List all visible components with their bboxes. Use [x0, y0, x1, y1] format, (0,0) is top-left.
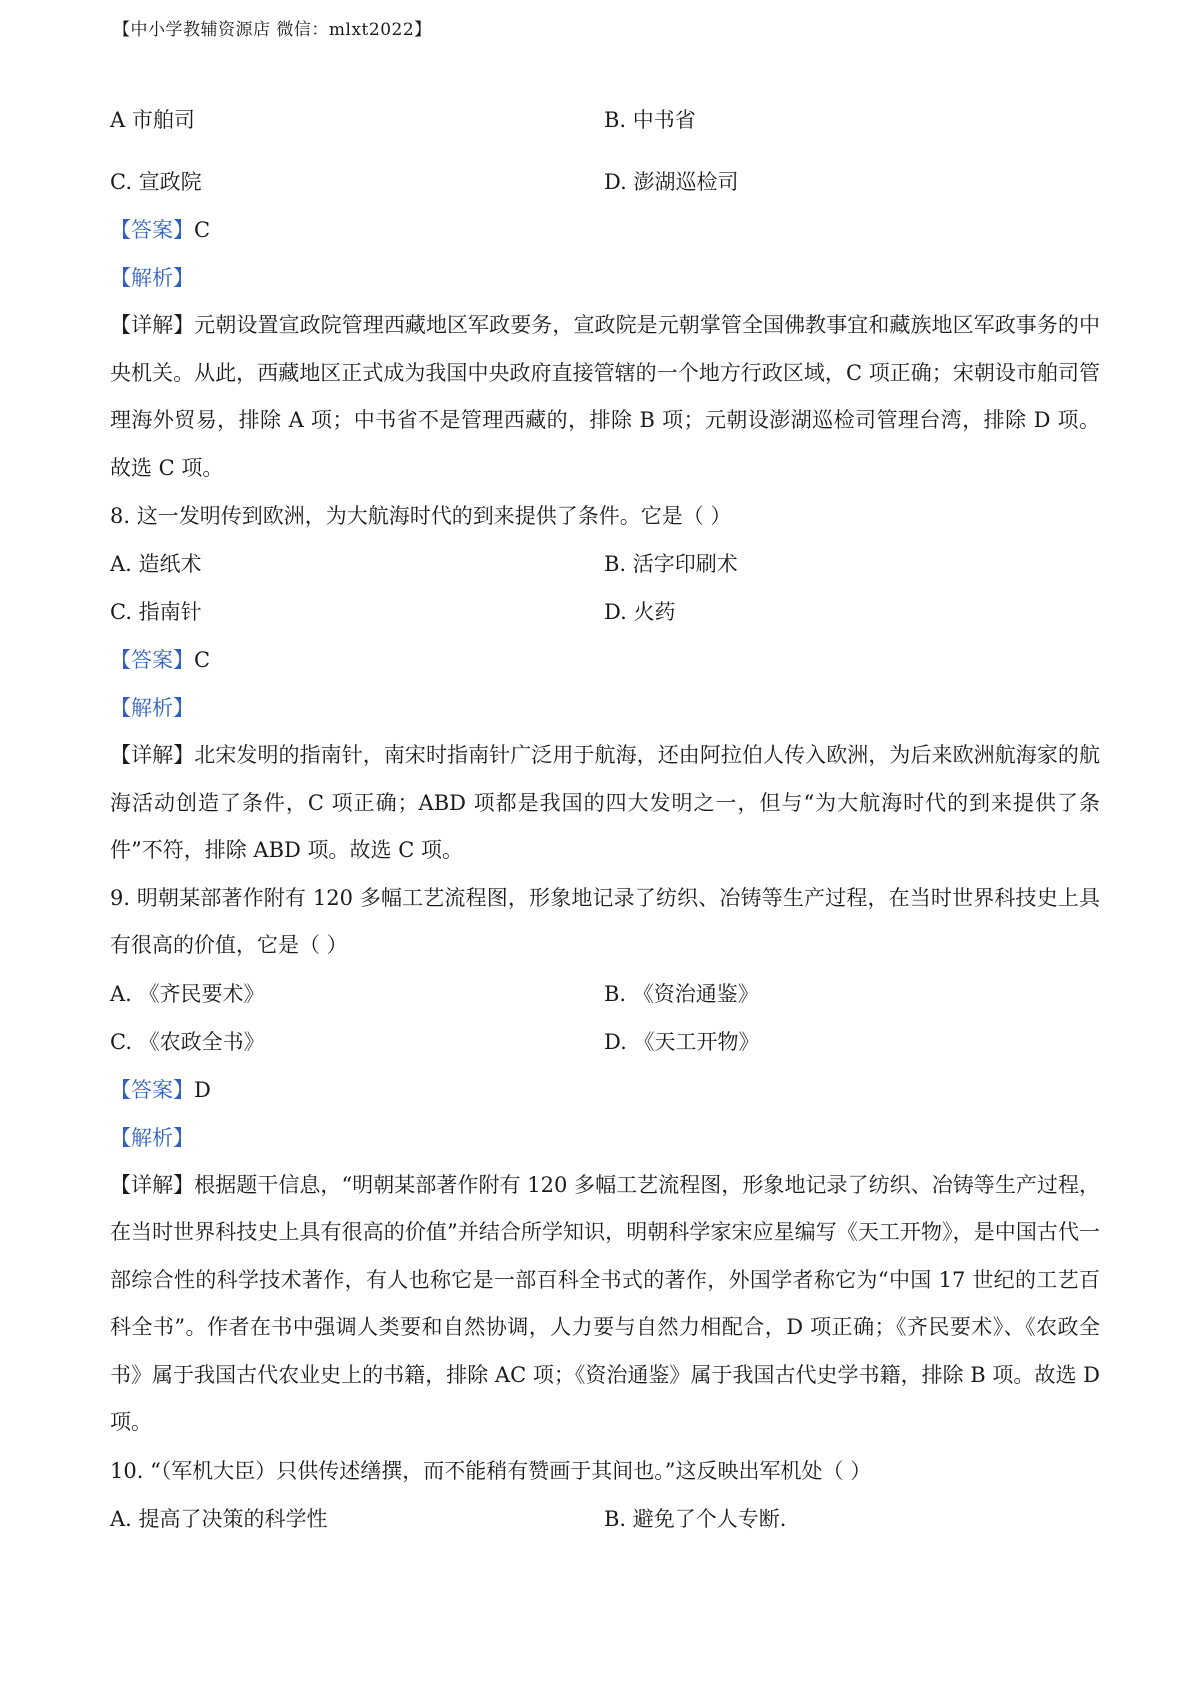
q9-answer	[110, 1066, 1100, 1114]
q8-question: 8. 这一发明传到欧洲，为大航海时代的到来提供了条件。它是（ ）	[110, 504, 732, 528]
q7-detail	[110, 302, 1100, 492]
q8-detail-tag: 【详解】	[110, 743, 195, 767]
q8-analysis-tag: 【解析】	[110, 696, 194, 720]
document-body	[110, 96, 1100, 1543]
q7-answer	[110, 206, 1100, 254]
q9-answer-tag: 【答案】	[110, 1077, 194, 1102]
q9-detail	[110, 1162, 1100, 1447]
q9-options-row-2	[110, 1018, 1100, 1066]
q9-option-d: D. 《天工开物》	[604, 1029, 760, 1054]
q9-option-a: A. 《齐民要术》	[110, 981, 265, 1006]
q8-option-a: A. 造纸术	[110, 552, 202, 576]
q9-question: 9. 明朝某部著作附有 120 多幅工艺流程图，形象地记录了纺织、冶铸等生产过程，在当时世界科技史上具有很高的价值，它是（ ）	[110, 885, 1100, 957]
q7-detail-tag: 【详解】	[110, 313, 195, 337]
q8-answer	[110, 636, 1100, 684]
q9-options-row-1	[110, 970, 1100, 1018]
q8-option-b: B. 活字印刷术	[604, 552, 738, 576]
q9-detail-text: 根据题干信息，“明朝某部著作附有 120 多幅工艺流程图，形象地记录了纺织、冶铸等生产过程，在当时世界科技史上具有很高的价值”并结合所学知识，明朝科学家宋应星编写《天工开物》，是中国古代一部综合性的科学技术著作，有人也称它是一部百科全书式的著作，外国学者称它为“中国 17 世纪的工艺百科全书”。作者在书中强调人类要和自然协调，人力要与自然力相配合，D 项正确；《齐民要术》、《农政全书》属于我国古代农业史上的书籍，排除 AC 项；《资治通鉴》属于我国古代史学书籍，排除 B 项。故选 D 项。	[110, 1172, 1101, 1434]
q8-answer-tag: 【答案】	[110, 648, 194, 672]
q10-option-b: B. 避免了个人专断.	[604, 1506, 787, 1531]
q9-option-c: C. 《农政全书》	[110, 1029, 265, 1054]
q7-options-row-1	[110, 96, 1100, 144]
q9-analysis-tag: 【解析】	[110, 1125, 194, 1150]
q7-option-d: D. 澎湖巡检司	[604, 170, 739, 194]
q8-option-d: D. 火药	[604, 600, 676, 624]
q7-option-a: A 市舶司	[110, 108, 195, 132]
q7-answer-tag: 【答案】	[110, 218, 194, 242]
q8-answer-value: C	[194, 648, 211, 672]
q10-option-a: A. 提高了决策的科学性	[110, 1506, 328, 1531]
q9-analysis	[110, 1114, 1100, 1162]
q7-detail-text: 元朝设置宣政院管理西藏地区军政要务，宣政院是元朝掌管全国佛教事宜和藏族地区军政事务的中央机关。从此，西藏地区正式成为我国中央政府直接管辖的一个地方行政区域，C 项正确；宋朝设市舶司管理海外贸易，排除 A 项；中书省不是管理西藏的，排除 B 项；元朝设澎湖巡检司管理台湾，排除 D 项。故选 C 项。	[110, 313, 1101, 480]
q10-question: 10. “（军机大臣）只供传述缮撰，而不能稍有赞画于其间也。”这反映出军机处（ ）	[110, 1458, 872, 1483]
q7-option-c: C. 宣政院	[110, 170, 202, 194]
q8-option-c: C. 指南针	[110, 600, 202, 624]
q7-analysis	[110, 254, 1100, 302]
page-header: 【中小学教辅资源店 微信：mlxt2022】	[113, 20, 432, 40]
q9-answer-value: D	[194, 1077, 211, 1102]
q8-detail-text: 北宋发明的指南针，南宋时指南针广泛用于航海，还由阿拉伯人传入欧洲，为后来欧洲航海家的航海活动创造了条件，C 项正确；ABD 项都是我国的四大发明之一，但与“为大航海时代的到来提供了条件”不符，排除 ABD 项。故选 C 项。	[110, 743, 1101, 862]
q8-options-row-2	[110, 588, 1100, 636]
q8-options-row-1	[110, 540, 1100, 588]
q7-options-row-2	[110, 158, 1100, 206]
q9-option-b: B. 《资治通鉴》	[604, 981, 759, 1006]
q10-options-row-1	[110, 1495, 1100, 1543]
q8-detail	[110, 732, 1100, 875]
q8-analysis	[110, 684, 1100, 732]
q9-detail-tag: 【详解】	[110, 1172, 195, 1197]
q7-analysis-tag: 【解析】	[110, 266, 194, 290]
q7-option-b: B. 中书省	[604, 108, 696, 132]
q7-answer-value: C	[194, 218, 211, 242]
